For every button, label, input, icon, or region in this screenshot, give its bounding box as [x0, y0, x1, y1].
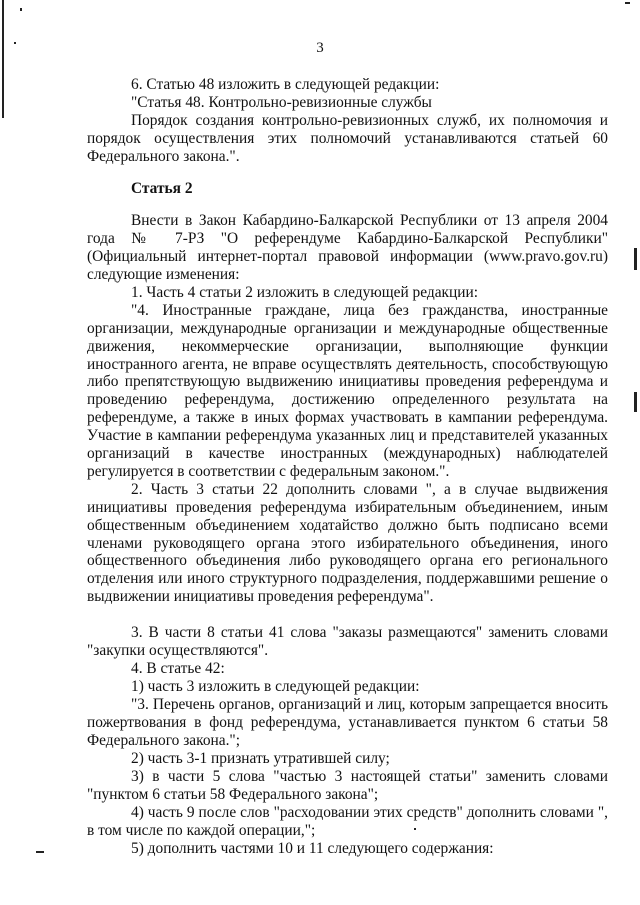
paragraph: 3. В части 8 статьи 41 слова "заказы размещаются" заменить словами "закупки осуществляются".	[87, 624, 608, 659]
scan-line-left	[2, 0, 4, 118]
scan-line-right	[634, 248, 637, 270]
paragraph: "3. Перечень органов, организаций и лиц, которым запрещается вносить пожертвования в фонд референдума, устанавливается пунктом 6 статьи 58 Федерального закона.";	[87, 696, 608, 749]
paragraph: 6. Статью 48 изложить в следующей редакции:	[131, 76, 440, 93]
page-number: 3	[316, 40, 324, 56]
scan-dot	[625, 2, 630, 4]
paragraph: 3) в части 5 слова "частью 3 настоящей статьи" заменить словами "пунктом 6 статьи 58 Федерального закона";	[87, 768, 608, 803]
document-body	[87, 76, 608, 858]
scan-line-right	[634, 392, 637, 412]
paragraph: Внести в Закон Кабардино-Балкарской Республики от 13 апреля 2004 года № 7-РЗ "О референдуме Кабардино-Балкарской Республики" (Официальный интернет-портал правовой информации (www.pravo.gov.ru) следующие изменения:	[87, 212, 608, 283]
paragraph: 4. В статье 42:	[131, 660, 225, 677]
paragraph: 1) часть 3 изложить в следующей редакции:	[131, 678, 420, 695]
scan-dot	[36, 851, 44, 853]
section-heading: Статья 2	[131, 180, 193, 197]
paragraph: 2. Часть 3 статьи 22 дополнить словами ", а в случае выдвижения инициативы проведения референдума избирательным объединением, иным общественным объединением ходатайство должно быть подписано всеми членами руководящего органа этого избирательного объединения, иного общественного объединения либо руководящего органа его регионального отделения или иного структурного подразделения, поддержавшими решение о выдвижении инициативы проведения референдума".	[87, 481, 608, 606]
paragraph: 2) часть 3-1 признать утратившей силу;	[131, 750, 390, 767]
paragraph: 5) дополнить частями 10 и 11 следующего содержания:	[131, 840, 494, 857]
scan-dot	[14, 42, 16, 44]
scan-dot	[20, 8, 22, 11]
paragraph: Порядок создания контрольно-ревизионных служб, их полномочия и порядок осуществления этих полномочий устанавливаются статьей 60 Федерального закона.".	[87, 112, 608, 165]
scan-dot	[414, 828, 416, 830]
paragraph: "4. Иностранные граждане, лица без гражданства, иностранные организации, международные организации и международные общественные движения, некоммерческие организации, выполняющие функции иностранного агента, не вправе осуществлять деятельность, способствующую либо препятствующую выдвижению инициативы проведения референдума и проведению референдума, достижению определенного результата на референдуме, а также в иных формах участвовать в кампании референдума. Участие в кампании референдума указанных лиц и представителей указанных организаций в качестве иностранных (международных) наблюдателей регулируется в соответствии с федеральным законом.".	[87, 302, 608, 480]
paragraph: 1. Часть 4 статьи 2 изложить в следующей редакции:	[131, 284, 479, 301]
paragraph: "Статья 48. Контрольно-ревизионные службы	[131, 94, 432, 111]
paragraph: 4) часть 9 после слов "расходовании этих средств" дополнить словами ", в том числе по каждой операции,";	[87, 804, 608, 839]
